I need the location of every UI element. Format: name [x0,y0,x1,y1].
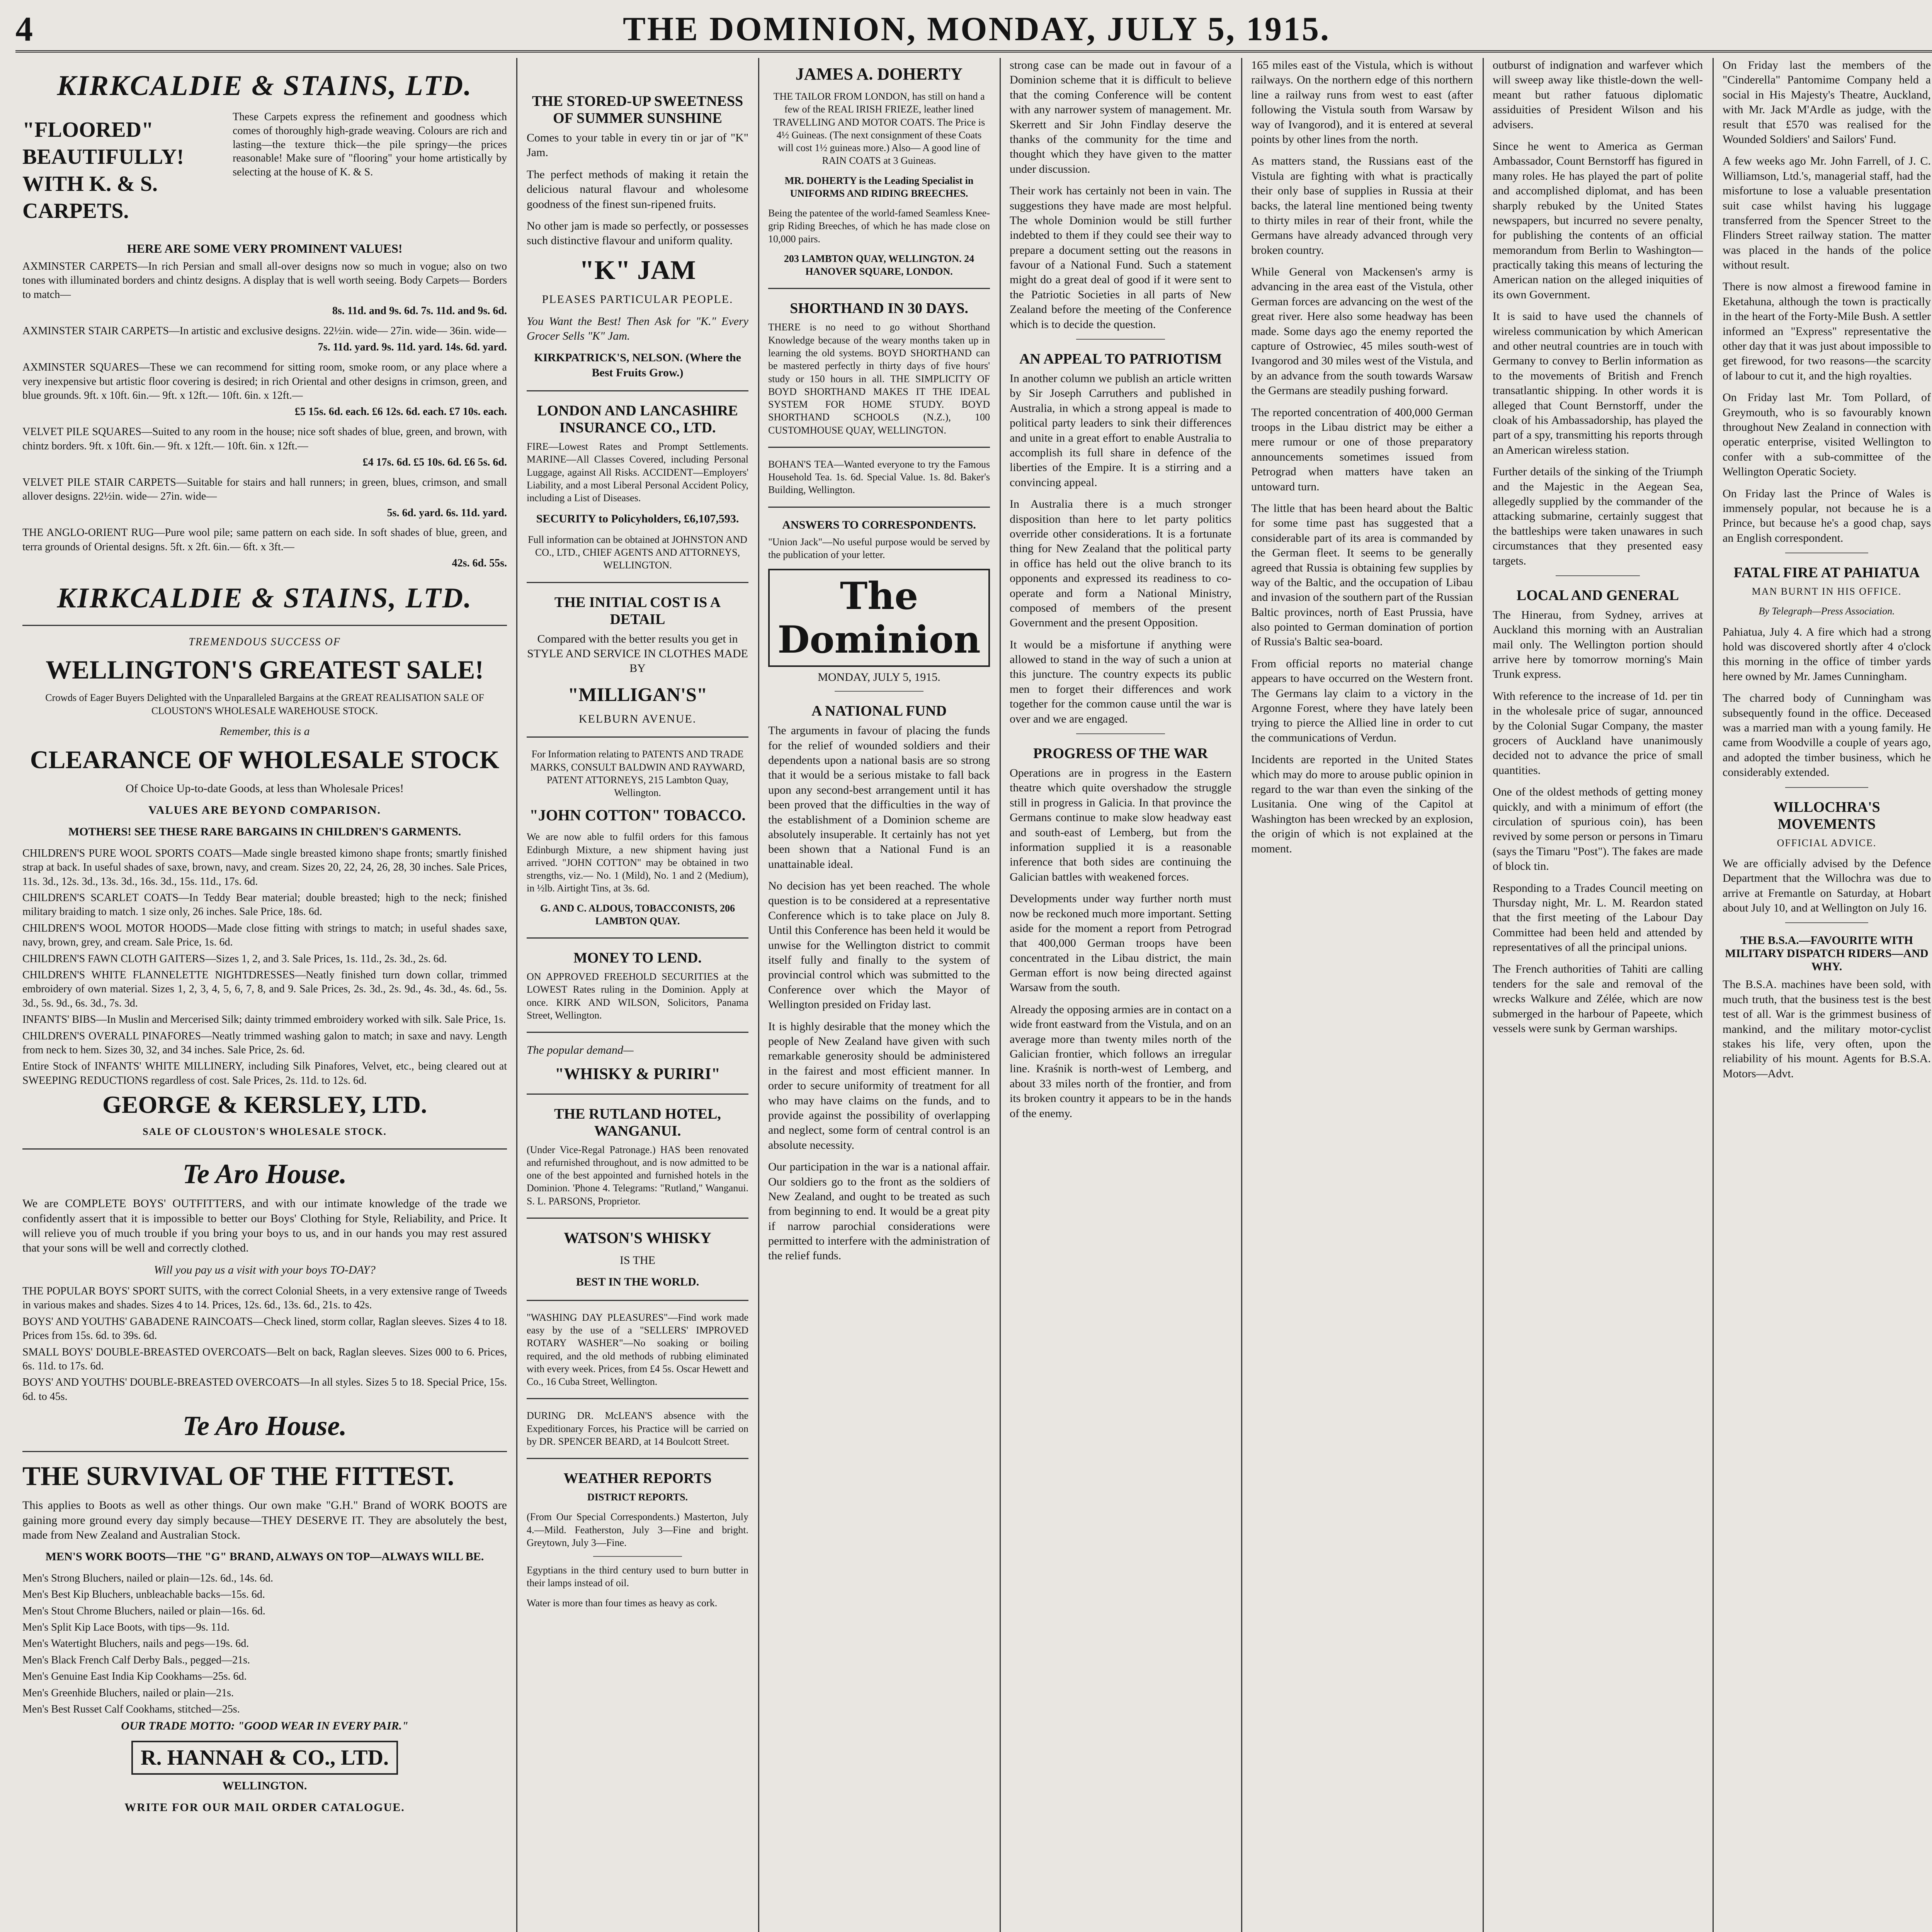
pahiatua-fire-body [1723,625,1931,780]
childrens-item: CHILDREN'S WOOL MOTOR HOODS—Made close fitting with strings to match; in useful shades saxe, navy, brown, grey, and cream. Sale Price, 1s. 6d. [22,922,507,949]
dr-mclean-notice: DURING DR. McLEAN'S absence with the Expeditionary Forces, his Practice will be carried on by DR. SPENCER BEARD, at 14 Boulcott Street. [527,1410,748,1447]
article-paragraph: It is said to have used the channels of wireless communication by which American and other neutral countries are in touch with Germany to convey to Berlin information as to the movements of British and French transatlantic shipping. In other words it is alleged that Count Bernstorff, under the cloak of his Ambassadorship, has played the part of a spy, transmitting his reports through an American wireless station. [1493,310,1703,456]
pahiatua-fire-byline: By Telegraph—Press Association. [1759,605,1895,617]
childrens-item: CHILDREN'S SCARLET COATS—In Teddy Bear material; double breasted; high to the neck; finished military braiding to match. 1 size only, 26 inches. Sale Price, 18s. 6d. [22,892,507,918]
sale-remember: Remember, this is a [219,724,310,738]
article-paragraph: It would be a misfortune if anything were allowed to stand in the way of such a union at this juncture. The country expects its public men to forget their differences and work together for the common cause until the war is over and we are engaged. [1010,638,1231,725]
watsons-best: BEST IN THE WORLD. [576,1276,699,1289]
article-paragraph: Incidents are reported in the United States which may do more to arouse public opinion in regard to the war than even the sinking of the Lusitania. One wing of the Capitol at Washington has been wrecked by an explosion, the origin of which is not explained at the moment. [1251,753,1473,855]
carpet-item-list [22,260,507,570]
childrens-item-list [22,847,507,1088]
carpet-item: AXMINSTER STAIR CARPETS—In artistic and exclusive designs. 22½in. wide— 27in. wide— 36in. wide— [22,325,507,337]
article-paragraph: It is highly desirable that the money which the people of New Zealand have given with such remarkable generosity should be administered in the fairest and most efficient manner. In order to secure uniformity of treatment for all who may have claims on the funds, and to provide against the possibility of overlapping and neglect, some form of central control is an absolute necessity. [768,1020,990,1151]
editorial-date: MONDAY, JULY 5, 1915. [818,671,940,684]
values-beyond: VALUES ARE BEYOND COMPARISON. [148,804,381,817]
k-jam-text-1: Comes to your table in every tin or jar of "K" Jam. [527,131,748,159]
initial-cost-heading: THE INITIAL COST IS A DETAIL [554,594,721,628]
column-rule [1483,58,1484,1932]
sale-kicker: TREMENDOUS SUCCESS OF [189,636,341,648]
floored-headline: "FLOORED" BEAUTIFULLY! WITH K. & S. CARPETS. [22,118,184,223]
rutland-hotel-text: (Under Vice-Regal Patronage.) HAS been renovated and refurnished throughout, and is now admitted to be one of the best appointed and furnished hotels in the Dominion. 'Phone 4. Telegrams: "Rutland," Wanganui. S. L. PARSONS, Proprietor. [527,1144,748,1207]
article-paragraph: strong case can be made out in favour of a Dominion scheme that it is difficult to believe that the coming Conference will be content with any narrower system of management. Mr. Skerrett and Sir John Findlay deserve the thanks of the community for the time and thought which they have given to the matter under discussion. [1010,59,1231,175]
district-reports-text: (From Our Special Correspondents.) Masterton, July 4.—Mild. Featherston, July 3—Fine and bright. Greytown, July 3—Fine. [527,1511,748,1548]
article-paragraph: As matters stand, the Russians east of the Vistula are fighting with what is practically their only base of supplies in Russia at their backs, the lateral line mentioned being twenty to thirty miles in rear of their front, while the Germans have already advanced through very broken country. [1251,155,1473,257]
greatest-sale-headline: WELLINGTON'S GREATEST SALE! [46,655,484,685]
mothers-line: MOTHERS! SEE THESE RARE BARGAINS IN CHILDREN'S GARMENTS. [68,825,461,838]
rutland-hotel-heading: THE RUTLAND HOTEL, WANGANUI. [554,1105,721,1139]
milligans-address: KELBURN AVENUE. [578,712,697,725]
boot-item: Men's Best Russet Calf Cookhams, stitched—25s. [22,1703,240,1715]
trade-motto: OUR TRADE MOTTO: "GOOD WEAR IN EVERY PAIR." [121,1719,408,1733]
article-paragraph: Their work has certainly not been in vain. The suggestions they have made are most helpful. The whole Dominion would be still further indebted to them if they could see their way to prepare a document setting out the reasons in favour of a National Fund. Such a statement might do a great deal of good if it were sent to the Patriotic Societies in all parts of New Zealand before the meeting of the Conference which is to decide the question. [1010,184,1231,331]
answers-heading: ANSWERS TO CORRESPONDENTS. [782,518,976,531]
k-jam-slogan: PLEASES PARTICULAR PEOPLE. [542,293,733,306]
initial-cost-text: Compared with the better results you get in STYLE AND SERVICE IN CLOTHES MADE BY [527,632,748,675]
carpet-item-price: £5 15s. 6d. each. £6 12s. 6d. each. £7 10s. each. [294,406,507,418]
article-paragraph: In another column we publish an article written by Sir Joseph Carruthers and published in Australia, in which a strong appeal is made to political party leaders to sink their differences and unite in a great effort to enable Australia to accomplish its full share in defence of the liberties of the Empire. It is a stirring and a convincing appeal. [1010,372,1231,489]
column-rule [1000,58,1001,1932]
article-paragraph: On Friday last the Prince of Wales is immensely popular, not because he is a Prince, but because he's a good chap, says an English correspondent. [1723,487,1931,544]
bohans-tea-ad: BOHAN'S TEA—Wanted everyone to try the Famous Household Tea. 1s. 6d. Special Value. 1s. 8d. Baker's Building, Wellington. [768,458,990,496]
te-aro-house-footer: Te Aro House. [182,1410,347,1442]
carpet-item-price: 5s. 6d. yard. 6s. 11d. yard. [387,507,507,519]
washing-day-ad: "WASHING DAY PLEASURES"—Find work made easy by the use of a "SELLERS' IMPROVED ROTARY WASHER"—No soaking or boiling required, and the old methods of rubbing eliminated with every week. Prices, from £4 5s. Oscar Hewett and Co., 16 Cuba Street, Wellington. [527,1311,748,1388]
mens-work-boots-line: MEN'S WORK BOOTS—THE "G" BRAND, ALWAYS ON TOP—ALWAYS WILL BE. [45,1550,484,1563]
insurance-agents: Full information can be obtained at JOHNSTON AND CO., LTD., CHIEF AGENTS AND ATTORNEYS, WELLINGTON. [528,534,747,571]
willochra-text: We are officially advised by the Defence Department that the Willochra was due to arrive at Fremantle on Saturday, at Hobart about July 10, and at Wellington on July 16. [1723,857,1931,914]
page-number: 4 [15,10,33,48]
childrens-item: CHILDREN'S WHITE FLANNELETTE NIGHTDRESSES—Neatly finished turn down collar, trimmed embroidery of own material. Sizes 1, 2, 3, 4, 5, 6, 7, 8, and 9. Sale Prices, 2s. 3d., 2s. 9d., 4s. 3d., 4s. 6d., 5s. 3d., 5s. 9d., 6s. 3d., 7s. 3d. [22,969,507,1009]
carpets-description: These Carpets express the refinement and goodness which comes of thoroughly high-grade weaving. Colours are rich and lasting—the texture thick—the pile springy—the prices reasonable! Make sure of "flooring" your home artistically by selecting at the house of K. & S. [233,111,507,179]
carpet-item: AXMINSTER SQUARES—These we can recommend for sitting room, smoke room, or any place where a very inexpensive but artistic floor covering is desired; in rich Oriental and other designs in crimson, green, and blue grounds. 9ft. x 10ft. 6in.— 9ft. x 12ft.— 10ft. 6in. x 12ft.— [22,361,507,401]
boot-item: Men's Greenhide Bluchers, nailed or plain—21s. [22,1687,234,1699]
watsons-whisky-heading: WATSON'S WHISKY [564,1229,711,1247]
column-rule [516,58,517,1932]
boys-outfitters-text: We are COMPLETE BOYS' OUTFITTERS, and with our intimate knowledge of the trade we confidently assert that it is impossible to better our Boys' Clothing for Style, Reliability, and Price. It will relieve you of much trouble if you bring your boys to us, and in our hands you may rest assured that your sons will be well and correctly clothed. [22,1197,507,1255]
childrens-item: CHILDREN'S OVERALL PINAFORES—Neatly trimmed washing galon to match; in saxe and navy. Length from neck to hem. Sizes 30, 32, and 34 inches. Sale Price, 2s. 6d. [22,1030,507,1056]
news-column [1716,58,1932,1932]
boot-item: Men's Stout Chrome Bluchers, nailed or plain—16s. 6d. [22,1605,265,1617]
carpet-item-price: £4 17s. 6d. £5 10s. 6d. £6 5s. 6d. [362,456,507,468]
boot-item: Men's Black French Calf Derby Bals., pegged—21s. [22,1654,250,1666]
doherty-text: THE TAILOR FROM LONDON, has still on hand a few of the REAL IRISH FRIEZE, leather lined TRAVELLING AND MOTOR COATS. The Price is 4½ Guineas. (The next consignment of these Coats will cost 1½ guineas more.) Also— A good line of RAIN COATS at 3 Guineas. [773,91,985,167]
appeal-heading: AN APPEAL TO PATRIOTISM [1019,351,1222,367]
carpet-item-price: 8s. 11d. and 9s. 6d. 7s. 11d. and 9s. 6d. [332,305,507,317]
survival-headline: THE SURVIVAL OF THE FITTEST. [22,1461,454,1491]
shorthand-heading: SHORTHAND IN 30 DAYS. [790,300,968,317]
local-general-heading: LOCAL AND GENERAL [1516,587,1679,604]
willochra-heading: WILLOCHRA'S MOVEMENTS [1773,799,1880,832]
small-ads-column [520,58,755,1932]
carpet-item-price: 7s. 11d. yard. 9s. 11d. yard. 14s. 6d. yard. [318,341,507,354]
carpet-item: THE ANGLO-ORIENT RUG—Pure wool pile; same pattern on each side. In soft shades of blue, green, and terra grounds of Oriental designs. 5ft. x 2ft. 6in.— 6ft. x 3ft.— [22,527,507,553]
article-paragraph: Responding to a Trades Council meeting on Thursday night, Mr. L. M. Reardon stated that the first meeting of the Labour Day Committee had been held and attended by representatives of all the principal unions. [1493,881,1703,954]
k-jam-text-3: No other jam is made so perfectly, or possesses such distinctive flavour and uniform quality. [527,219,748,247]
watsons-is-the: IS THE [620,1253,655,1267]
article-paragraph: Our participation in the war is a national affair. Our soldiers go to the front as the soldiers of New Zealand, and ought to be treated as such from beginning to end. It would be a great pity if narrow parochial considerations were permitted to interfere with the administration of the relief funds. [768,1160,990,1262]
bsa-text: The B.S.A. machines have been sold, with much truth, that the business test is the best test of all. War is the grimmest business of mankind, and the military motor-cyclist stakes his life, very often, upon the reliability of his mount. Agents for B.S.A. Motors—Advt. [1723,978,1931,1080]
editorial-column-2 [1003,58,1238,1932]
george-kersley-sub: SALE OF CLOUSTON'S WHOLESALE STOCK. [143,1126,387,1138]
egyptians-filler: Egyptians in the third century used to burn butter in their lamps instead of oil. [527,1565,748,1589]
insurance-heading: LONDON AND LANCASHIRE INSURANCE CO., LTD. [537,403,738,436]
boot-item: Men's Watertight Bluchers, nails and pegs—19s. 6d. [22,1638,249,1650]
war-progress-body [1010,766,1231,1121]
insurance-text: FIRE—Lowest Rates and Prompt Settlements. MARINE—All Classes Covered, including Personal Luggage, against All Risks. ACCIDENT—Employers' Liability, and a most Liberal Personal Accident Policy, including a List of Diseases. [527,441,748,504]
boot-item-list [22,1571,507,1717]
hannah-city: WELLINGTON. [222,1779,307,1792]
doherty-patentee: Being the patentee of the world-famed Seamless Knee-grip Riding Breeches, of which he has made close on 10,000 pairs. [768,207,990,245]
willochra-sub: OFFICIAL ADVICE. [1777,837,1877,849]
popular-demand-line: The popular demand— [527,1044,634,1057]
water-filler: Water is more than four times as heavy as cork. [527,1597,718,1609]
masthead [15,8,1932,53]
article-paragraph: The Hinerau, from Sydney, arrives at Auckland this morning with an Australian mail only. The Wellington portion should arrive here by tomorrow morning's Main Trunk express. [1493,608,1703,681]
boot-item: Men's Best Kip Bluchers, unbleachable backs—15s. 6d. [22,1588,265,1601]
national-fund-body [768,723,990,1264]
patents-ad: For Information relating to PATENTS AND TRADE MARKS, CONSULT BALDWIN AND RAYWARD, PATENT ATTORNEYS, 215 Lambton Quay, Wellington. [530,748,745,799]
boot-item: Men's Genuine East India Kip Cookhams—25s. 6d. [22,1670,247,1683]
boys-item: SMALL BOYS' DOUBLE-BREASTED OVERCOATS—Belt on back, Raglan sleeves. Sizes 000 to 6. Prices, 6s. 11d. to 17s. 6d. [22,1346,507,1372]
article-paragraph: On Friday last the members of the "Cinderella" Pantomime Company held a social in His Majesty's Theatre, Auckland, with Mr. Jack M'Ardle as judge, with the result that £570 was realised for the Wounded Soldiers' and Sailors' Fund. [1723,59,1931,146]
hannah-logo: R. HANNAH & CO., LTD. [131,1741,398,1775]
john-cotton-heading: "JOHN COTTON" TOBACCO. [529,806,746,824]
money-lend-text: ON APPROVED FREEHOLD SECURITIES at the LOWEST Rates ruling in the Dominion. Apply at once. KIRK AND WILSON, Solicitors, Panama Street, Wellington. [527,971,748,1021]
doherty-specialist: MR. DOHERTY is the Leading Specialist in UNIFORMS AND RIDING BREECHES. [784,175,974,199]
editorial-column-1 [761,58,997,1932]
visit-line: Will you pay us a visit with your boys TO-DAY? [154,1263,376,1276]
weather-reports-heading: WEATHER REPORTS [563,1470,712,1487]
appeal-body [1010,371,1231,726]
milligans-logo: "MILLIGAN'S" [568,683,707,705]
clearance-headline: CLEARANCE OF WHOLESALE STOCK [30,746,500,774]
article-paragraph: The arguments in favour of placing the funds for the relief of wounded soldiers and their dependents upon a national basis are so strong that it would be a serious mistake to fall back upon any second-best arrangement until it has been proved that the difficulties in the way of the establishment of a Dominion scheme are absolutely insuperable. It certainly has not yet been shown that a National Fund is an unattainable ideal. [768,724,990,871]
article-paragraph: While General von Mackensen's army is advancing in the area east of the Vistula, other German forces are advancing on the west of the great river. Here also some headway has been made. Some days ago the enemy reported the capture of Ostrowiec, 45 miles south-west of Ivangorod and 30 miles west of the Vistula, and by an advance from the south towards Warsaw the Germans are steadily pushing forward. [1251,265,1473,397]
george-kersley-heading: GEORGE & KERSLEY, LTD. [102,1091,427,1119]
column-rule [758,58,759,1932]
article-paragraph: From official reports no material change appears to have occurred on the Western front. The Germans lay claim to a victory in the Argonne Forest, where they have lately been trying to pierce the Allied line in order to cut the communications of Verdun. [1251,657,1473,744]
kirkcaldie-stains-heading: KIRKCALDIE & STAINS, LTD. [57,70,473,102]
k-jam-logo: "K" JAM [579,255,696,285]
war-continued-3 [1493,58,1703,568]
kirkcaldie-stains-footer: KIRKCALDIE & STAINS, LTD. [57,582,473,614]
article-paragraph: A few weeks ago Mr. John Farrell, of J. C. Williamson, Ltd.'s, managerial staff, had the misfortune to lose a valuable presentation suit case whilst having his luggage transferred from the Spencer Street to the Flinders Street railway station. The matter was placed in the hands of the police without result. [1723,155,1931,272]
column-rule [1241,58,1242,1932]
whisky-puriri-logo: "WHISKY & PURIRI" [555,1065,720,1083]
article-paragraph: Developments under way further north must now be reckoned much more important. Setting aside for the moment a report from Petrograd that 400,000 German troops have been concentrated in the Libau district, the main German effort is now being directed against Warsaw from the south. [1010,892,1231,994]
column-rule [1713,58,1714,1932]
boys-item-list [22,1284,507,1404]
article-paragraph: The French authorities of Tahiti are calling tenders for the sale and removal of the wrecks Walkure and Zélée, which are now submerged in the harbour of Papeete, which vessels were sunk by German warships. [1493,963,1703,1035]
boys-item: BOYS' AND YOUTHS' DOUBLE-BREASTED OVERCOATS—In all styles. Sizes 5 to 18. Special Price, 15s. 6d. to 45s. [22,1376,507,1403]
sale-intro: Crowds of Eager Buyers Delighted with the Unparalleled Bargains at the GREAT REALISATION SALE OF CLOUSTON'S WHOLESALE WAREHOUSE STOCK. [45,692,484,716]
kirkpatrick-line: KIRKPATRICK'S, NELSON. (Where the Best Fruits Grow.) [534,351,741,379]
article-paragraph: The charred body of Cunningham was subsequently found in the office. Deceased was a married man with a young family. He came from Woodville a couple of years ago, and adopted the timber business, which he considerably extended. [1723,692,1931,779]
district-reports-heading: DISTRICT REPORTS. [587,1492,688,1503]
boys-item: THE POPULAR BOYS' SPORT SUITS, with the correct Colonial Sheets, in a very extensive range of Tweeds in various makes and shades. Sizes 4 to 14. Prices, 12s. 6d., 13s. 6d., 21s. to 42s. [22,1285,507,1311]
editorial-column-4 [1486,58,1710,1932]
pahiatua-fire-sub: MAN BURNT IN HIS OFFICE. [1752,586,1902,597]
article-paragraph: No decision has yet been reached. The whole question is to be considered at a representative Conference which is to take place on July 8. Until this Conference has been held it would be unwise for the Wellington district to commit itself fully and finally to the system of provincial control which was submitted to the Conference over which the Mayor of Wellington presided on Friday last. [768,879,990,1011]
article-paragraph: Further details of the sinking of the Triumph and the Majestic in the Aegean Sea, allegedly supplied by the commander of the attacking submarine, certainly suggest that the battleships were taken unawares in such circumstances that they presented easy targets. [1493,465,1703,567]
values-heading: HERE ARE SOME VERY PROMINENT VALUES! [127,242,403,255]
article-paragraph: One of the oldest methods of getting money quickly, and with a minimum of effort (the circulation of spurious coin), has been revived by some person or persons in Timaru (says the Timaru "Post"). The fakes are made of block tin. [1493,786,1703,873]
john-cotton-text: We are now able to fulfil orders for this famous Edinburgh Mixture, a new shipment having just arrived. "JOHN COTTON" may be obtained in two strengths, viz.— No. 1 (Mild), No. 1 and 2 (Medium), in ½lb. Airtight Tins, at 3s. 6d. [527,831,748,894]
doherty-address: 203 LAMBTON QUAY, WELLINGTON. 24 HANOVER SQUARE, LONDON. [784,253,975,277]
survival-text: This applies to Boots as well as other things. Our own make "G.H." Brand of WORK BOOTS are gaining more ground every day simply because—THEY DESERVE IT. They are absolutely the best, made from New Zealand and Australian Stock. [22,1499,507,1542]
k-jam-text-2: The perfect methods of making it retain the delicious natural flavour and wholesome goodness of the finest sun-ripened fruits. [527,168,748,211]
carpet-item: VELVET PILE SQUARES—Suited to any room in the house; nice soft shades of blue, green, and brown, with chintz borders. 9ft. x 10ft. 6in.— 9ft. x 12ft.— 10ft. 6in. x 12ft.— [22,426,507,452]
childrens-item: Entire Stock of INFANTS' WHITE MILLINERY, including Silk Pinafores, Velvet, etc., being cleared out at SWEEPING REDUCTIONS regardless of cost. Sale Prices, 2s. 11d. to 12s. 6d. [22,1060,507,1087]
national-fund-heading: A NATIONAL FUND [811,703,947,719]
war-continued-1 [1251,58,1473,258]
boys-item: BOYS' AND YOUTHS' GABADENE RAINCOATS—Check lined, storm collar, Raglan sleeves. Sizes 4 to 18. Prices from 15s. 6d. to 39s. 6d. [22,1315,507,1342]
shorthand-text: THERE is no need to go without Shorthand Knowledge because of the weary months taken up in learning the old systems. BOYD SHORTHAND can be mastered perfectly in thirty days of five hours' study or 150 hours in all. THE SIMPLICITY OF BOYD SHORTHAND MAKES IT THE IDEAL SYSTEM FOR HOME STUDY. BOYD SHORTHAND SCHOOLS (N.Z.), 100 CUSTOMHOUSE QUAY, WELLINGTON. [768,321,990,436]
article-paragraph: In Australia there is a much stronger disposition than here to let party politics override other considerations. It is a fortunate thing for New Zealand that the political party in office has held out the olive branch to its opponents and expressed its readiness to co-operate and form a National Ministry, composed of members of the present Government and the present Opposition. [1010,498,1231,629]
local-general-body [1493,608,1703,1036]
childrens-item: CHILDREN'S PURE WOOL SPORTS COATS—Made single breasted kimono shape fronts; smartly finished strap at back. In useful shades of saxe, brown, navy, and cream. Sizes 20, 22, 24, 26, 28, 30 inches. Sale Prices, 11s. 3d., 12s. 3d., 13s. 3d., 16s. 3d., 15s. 11d., 17s. 6d. [22,847,507,888]
te-aro-house-heading: Te Aro House. [182,1158,347,1189]
clearance-subline: Of Choice Up-to-date Goods, at less than Wholesale Prices! [125,782,404,795]
k-jam-headline: THE STORED-UP SWEETNESS OF SUMMER SUNSHINE [532,93,743,126]
pahiatua-fire-heading: FATAL FIRE AT PAHIATUA [1733,565,1920,581]
answers-text: "Union Jack"—No useful purpose would be served by the publication of your letter. [768,536,990,560]
article-paragraph: Already the opposing armies are in contact on a wide front eastward from the Vistula, and on an average more than twenty miles north of the Galician frontier, which follows an irregular line. Kraśnik is north-west of Lemberg, and about 33 miles north of the frontier, and from its broken country it appears to be in the hands of the enemy. [1010,1003,1231,1120]
war-continued-2 [1251,265,1473,856]
childrens-item: INFANTS' BIBS—In Muslin and Mercerised Silk; dainty trimmed embroidery worked with silk. Sale Price, 1s. [22,1014,506,1026]
local-continued [1723,58,1931,546]
carpet-item: VELVET PILE STAIR CARPETS—Suitable for stairs and hall runners; in green, blues, crimson, and small allover designs. 22½in. wide— 27in. wide— [22,476,507,503]
article-paragraph: Since he went to America as German Ambassador, Count Bernstorff has figured in many roles. He has played the part of polite and accomplished diplomat, and has been sharply rebuked by the United States newspapers, but incurred no severe penalty, for publishing the contents of an official memorandum from Berlin to Washington—practically taking this means of lecturing the American nation on the alleged iniquities of its own Government. [1493,139,1703,301]
doherty-heading: JAMES A. DOHERTY [795,65,963,83]
article-paragraph: 165 miles east of the Vistula, which is without railways. On the northern edge of this northern line a railway runs from west to east (after following the Vistula south from Warsaw by way of Ivangorod), and it is entered at several points by other lines from the north. [1251,59,1473,146]
carpet-item: AXMINSTER CARPETS—In rich Persian and small all-over designs now so much in vogue; also on two tones with illuminated borders and chintz designs. A display that is well worth seeing. Body Carpets— Borders to match— [22,260,507,301]
bsa-heading: THE B.S.A.—FAVOURITE WITH MILITARY DISPATCH RIDERS—AND WHY. [1725,934,1929,973]
childrens-item: CHILDREN'S FAWN CLOTH GAITERS—Sizes 1, 2, and 3. Sale Prices, 1s. 11d., 2s. 3d., 2s. 6d. [22,952,447,965]
masthead-title: THE DOMINION, MONDAY, JULY 5, 1915. [623,10,1330,48]
article-paragraph: There is now almost a firewood famine in Eketahuna, although the town is practically in the heart of the Forty-Mile Bush. A settler informed an "Express" representative the other day that it was just about impossible to get firewood, for two reasons—the scarcity of labour to cut it, and the high royalties. [1723,280,1931,382]
war-progress-heading: PROGRESS OF THE WAR [1033,745,1208,762]
article-paragraph: The little that has been heard about the Baltic for some time past has suggested that a considerable part of its area is commanded by the German fleet. It seems to be generally agreed that Russia is obtaining few supplies by way of the Baltic, and the occupation of Libau and invasion of the southern part of the Russian Baltic provinces, north of East Prussia, have also pointed to German domination of portion of Russia's Baltic sea-board. [1251,502,1473,648]
article-paragraph: The reported concentration of 400,000 German troops in the Libau district may be either a mere rumour or one of those preparatory announcements sometimes issued from Petrograd when matters have taken an untoward turn. [1251,406,1473,493]
carpet-item-price: 42s. 6d. 55s. [452,557,507,570]
the-dominion-nameplate: The Dominion [768,569,990,667]
money-lend-heading: MONEY TO LEND. [573,950,702,966]
article-paragraph: With reference to the increase of 1d. per tin in the wholesale price of sugar, announced by the Colonial Sugar Company, the master grocers of Auckland have unanimously decided not to advance the price of small quantities. [1493,689,1703,777]
national-fund-continued [1010,58,1231,332]
article-paragraph: Operations are in progress in the Eastern theatre which quite overshadow the struggle still in progress in Galicia. In that province the Germans continue to make slow headway east and south-east of Lemberg, but from the information supplied it is a reasonable inference that both sides are continuing the Galician battles with weakened forces. [1010,767,1231,883]
article-paragraph: Pahiatua, July 4. A fire which had a strong hold was discovered shortly after 4 o'clock this morning in the office of timber yards here owned by Mr. James Cunningham. [1723,625,1931,683]
k-jam-ask: You Want the Best! Then Ask for "K." Every Grocer Sells "K" Jam. [527,315,748,343]
boot-item: Men's Strong Bluchers, nailed or plain—12s. 6d., 14s. 6d. [22,1572,273,1584]
boot-item: Men's Split Kip Lace Boots, with tips—9s. 11d. [22,1621,230,1634]
aldous-line: G. AND C. ALDOUS, TOBACCONISTS, 206 LAMBTON QUAY. [540,902,735,927]
article-paragraph: outburst of indignation and warfever which will sweep away like thistle-down the well-meant but rather fatuous diplomatic assiduities of President Wilson and his advisers. [1493,59,1703,131]
article-paragraph: On Friday last Mr. Tom Pollard, of Greymouth, who is so favourably known throughout New Zealand in connection with operatic enterprise, visited Wellington to confer with a sub-committee of the Wellington Operatic Society. [1723,391,1931,478]
insurance-security: SECURITY to Policyholders, £6,107,593. [536,512,739,525]
editorial-column-3 [1244,58,1480,1932]
advertisements-column [15,58,514,1932]
mail-order-line: WRITE FOR OUR MAIL ORDER CATALOGUE. [124,1801,405,1814]
